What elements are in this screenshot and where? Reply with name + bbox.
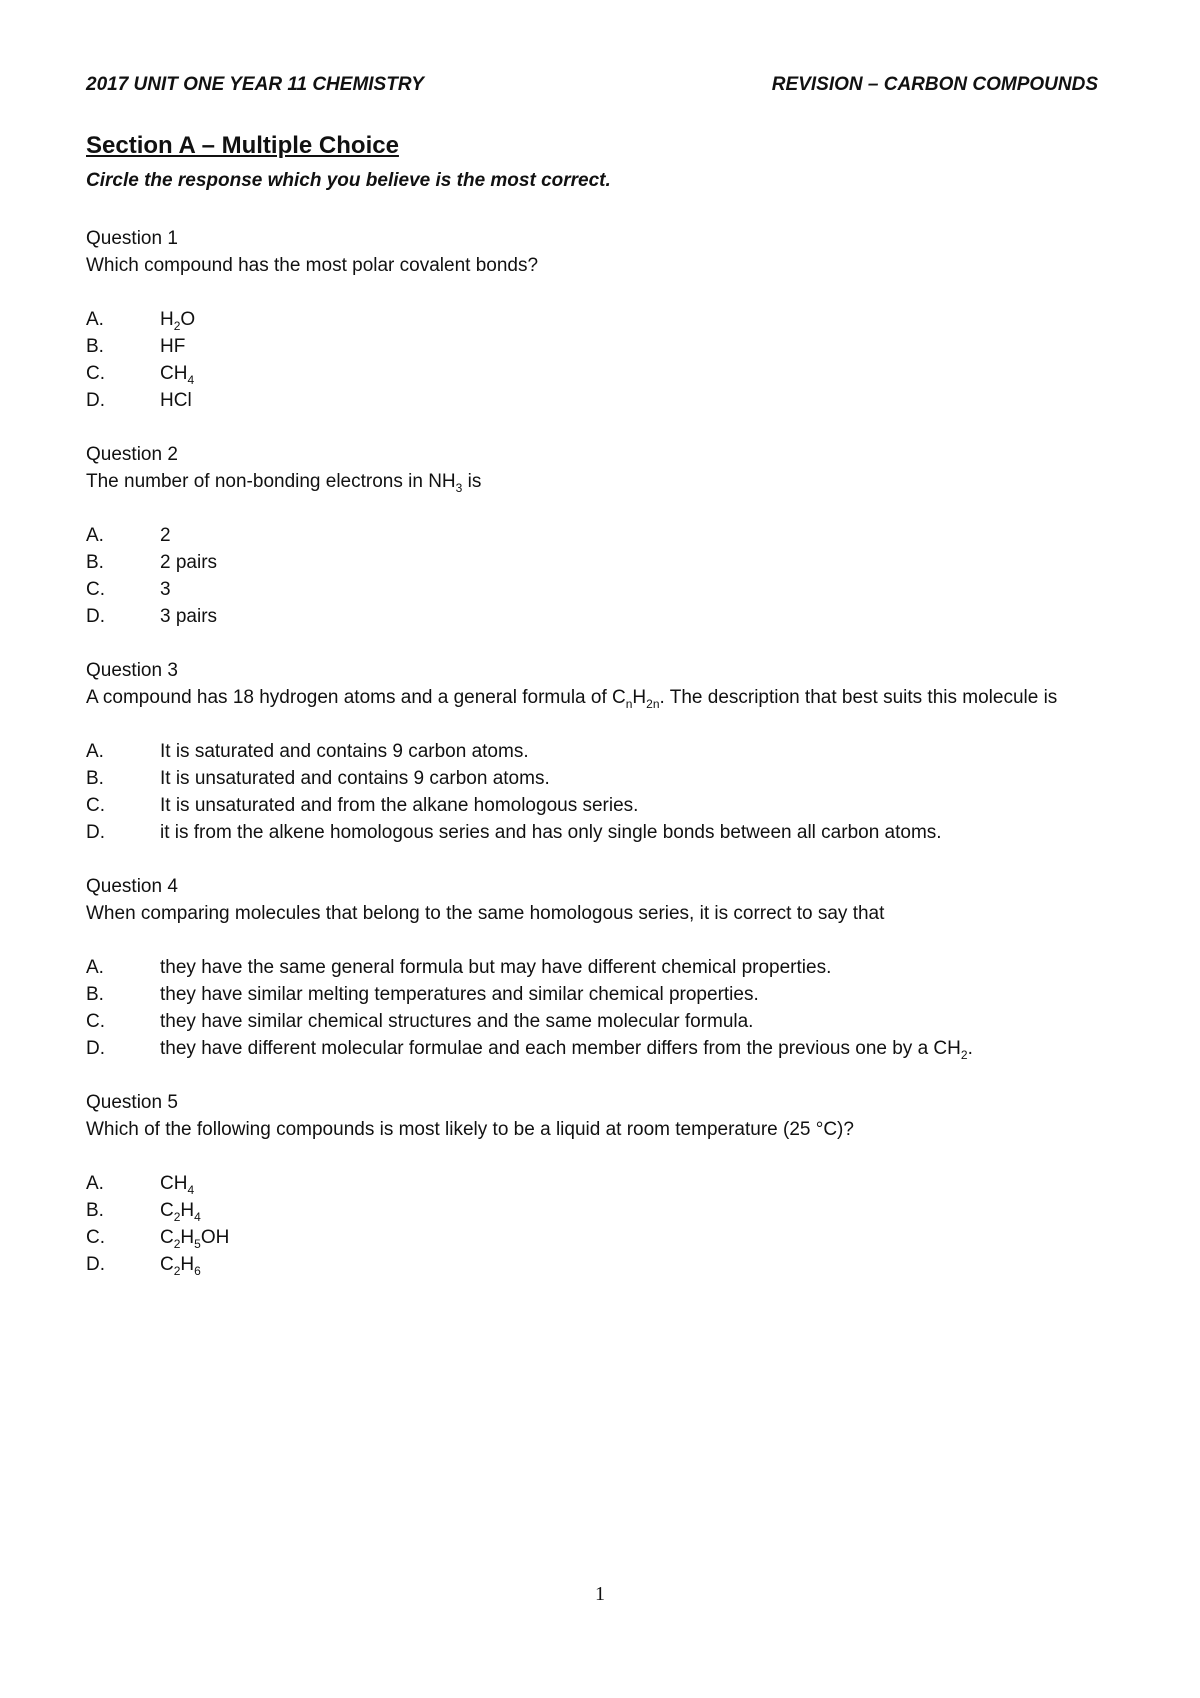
option-text: $H_2O$ [160, 309, 196, 333]
option-letter: C. [86, 363, 105, 384]
question-text: When comparing molecules that belong to the same homologous series, it is correct to say that [86, 903, 885, 924]
option-a[interactable] [86, 306, 1096, 333]
question-text: A compound has 18 hydrogen atoms and a general formula of $C_nH_{2n}$. The description that best suits this molecule is [86, 687, 1058, 711]
option-text: they have the same general formula but may have different chemical properties. [160, 957, 832, 978]
option-text: 3 [160, 579, 171, 600]
option-text: $CH_4$ [160, 1173, 195, 1197]
option-list [86, 306, 1096, 414]
option-text: $CH_4$ [160, 363, 195, 387]
option-text: 2 pairs [160, 552, 218, 573]
question-4 [86, 873, 1096, 1062]
option-text: it is from the alkene homologous series and has only single bonds between all carbon atoms. [160, 822, 942, 843]
option-text: It is unsaturated and contains 9 carbon atoms. [160, 768, 550, 789]
question-text: Which of the following compounds is most likely to be a liquid at room temperature (25 °C)? [86, 1119, 854, 1140]
section-title: Section A – Multiple Choice [86, 132, 399, 159]
option-text: $C_2H_5OH$ [160, 1227, 230, 1251]
option-list [86, 954, 1096, 1062]
option-text: It is saturated and contains 9 carbon atoms. [160, 741, 529, 762]
option-c[interactable] [86, 792, 1096, 819]
option-text: 3 pairs [160, 606, 218, 627]
option-b[interactable] [86, 981, 1096, 1008]
header-course-title: 2017 UNIT ONE YEAR 11 CHEMISTRY [86, 74, 424, 95]
option-letter: B. [86, 984, 104, 1005]
option-b[interactable] [86, 549, 1096, 576]
option-d[interactable] [86, 1251, 1096, 1278]
question-text: Which compound has the most polar covalent bonds? [86, 255, 539, 276]
question-label: Question 1 [86, 228, 178, 249]
option-letter: B. [86, 1200, 104, 1221]
option-a[interactable] [86, 1170, 1096, 1197]
option-c[interactable] [86, 576, 1096, 603]
header-topic-title: REVISION – CARBON COMPOUNDS [771, 74, 1098, 95]
option-d[interactable] [86, 603, 1096, 630]
option-letter: D. [86, 1254, 105, 1275]
option-letter: B. [86, 768, 104, 789]
option-c[interactable] [86, 360, 1096, 387]
option-text: $C_2H_6$ [160, 1254, 201, 1278]
option-text: 2 [160, 525, 171, 546]
option-d[interactable] [86, 1035, 1096, 1062]
section-instruction: Circle the response which you believe is the most correct. [86, 170, 611, 191]
question-list [86, 225, 1096, 1305]
option-a[interactable] [86, 738, 1096, 765]
option-list [86, 738, 1096, 846]
option-letter: D. [86, 822, 105, 843]
option-letter: C. [86, 795, 105, 816]
option-letter: C. [86, 1227, 105, 1248]
option-b[interactable] [86, 1197, 1096, 1224]
question-label: Question 4 [86, 876, 178, 897]
option-letter: B. [86, 336, 104, 357]
question-1 [86, 225, 1096, 414]
question-5 [86, 1089, 1096, 1278]
option-letter: B. [86, 552, 104, 573]
question-3 [86, 657, 1096, 846]
question-label: Question 2 [86, 444, 178, 465]
page-number: 1 [595, 1583, 605, 1605]
option-text: they have similar melting temperatures and similar chemical properties. [160, 984, 759, 1005]
option-letter: A. [86, 741, 104, 762]
option-b[interactable] [86, 333, 1096, 360]
option-list [86, 522, 1096, 630]
option-letter: D. [86, 390, 105, 411]
option-d[interactable] [86, 387, 1096, 414]
option-text: It is unsaturated and from the alkane homologous series. [160, 795, 639, 816]
option-letter: A. [86, 525, 104, 546]
option-letter: C. [86, 1011, 105, 1032]
option-letter: A. [86, 957, 104, 978]
option-letter: D. [86, 1038, 105, 1059]
option-text: HF [160, 336, 186, 357]
option-letter: A. [86, 1173, 104, 1194]
option-a[interactable] [86, 954, 1096, 981]
option-list [86, 1170, 1096, 1278]
question-label: Question 5 [86, 1092, 178, 1113]
option-text: $C_2H_4$ [160, 1200, 201, 1224]
option-b[interactable] [86, 765, 1096, 792]
question-label: Question 3 [86, 660, 178, 681]
option-c[interactable] [86, 1008, 1096, 1035]
option-text: they have similar chemical structures and the same molecular formula. [160, 1011, 754, 1032]
page-header [86, 74, 1098, 102]
question-2 [86, 441, 1096, 630]
option-letter: A. [86, 309, 104, 330]
option-text: HCl [160, 390, 192, 411]
question-text: The number of non-bonding electrons in $NH_3$ is [86, 471, 482, 495]
option-d[interactable] [86, 819, 1096, 846]
option-text: they have different molecular formulae and each member differs from the previous one by a $CH_2$. [160, 1038, 973, 1062]
option-letter: D. [86, 606, 105, 627]
option-letter: C. [86, 579, 105, 600]
option-c[interactable] [86, 1224, 1096, 1251]
option-a[interactable] [86, 522, 1096, 549]
